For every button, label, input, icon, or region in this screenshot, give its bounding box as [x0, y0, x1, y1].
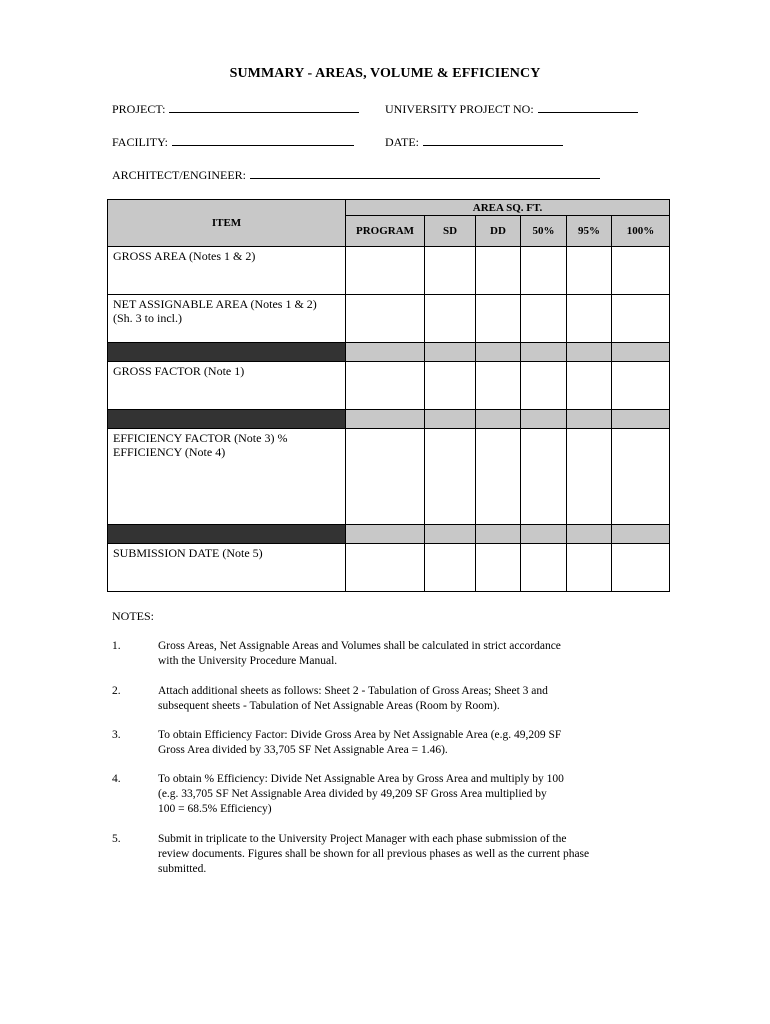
input-cell[interactable] [346, 247, 425, 295]
facility-input-line[interactable] [172, 134, 354, 146]
input-cell[interactable] [476, 544, 521, 592]
note-item [112, 832, 660, 877]
row-label-line: EFFICIENCY (Note 4) [113, 445, 226, 459]
note-line: Gross Areas, Net Assignable Areas and Volumes shall be calculated in strict accordance [158, 640, 561, 652]
col-header-program: PROGRAM [346, 216, 425, 247]
row-label-line: EFFICIENCY FACTOR (Note 3) % [113, 431, 288, 445]
table-row-efficiency [108, 429, 670, 525]
table-row-gross-area [108, 247, 670, 295]
input-cell[interactable] [567, 362, 612, 410]
table-row-net-assignable-area [108, 295, 670, 343]
item-header: ITEM [108, 200, 346, 247]
input-cell[interactable] [476, 429, 521, 525]
separator-dark-cell [108, 343, 346, 362]
separator-light-cell [567, 525, 612, 544]
input-cell[interactable] [612, 544, 670, 592]
input-cell[interactable] [521, 544, 567, 592]
input-cell[interactable] [612, 429, 670, 525]
table-separator-row [108, 410, 670, 429]
note-item [112, 728, 660, 758]
row-label-submission-date: SUBMISSION DATE (Note 5) [108, 544, 346, 592]
input-cell[interactable] [425, 247, 476, 295]
university-project-no-input-line[interactable] [538, 101, 638, 113]
input-cell[interactable] [521, 247, 567, 295]
input-cell[interactable] [425, 362, 476, 410]
separator-light-cell [521, 410, 567, 429]
note-line: To obtain % Efficiency: Divide Net Assignable Area by Gross Area and multiply by 100 [158, 773, 564, 785]
architect-engineer-input-line[interactable] [250, 167, 600, 179]
input-cell[interactable] [425, 429, 476, 525]
project-input-line[interactable] [169, 101, 359, 113]
area-sq-ft-header: AREA SQ. FT. [346, 200, 670, 216]
note-line: Attach additional sheets as follows: Sheet 2 - Tabulation of Gross Areas; Sheet 3 and [158, 685, 548, 697]
university-project-no-label: UNIVERSITY PROJECT NO: [385, 102, 534, 116]
separator-light-cell [425, 410, 476, 429]
input-cell[interactable] [521, 295, 567, 343]
date-label: DATE: [385, 135, 419, 149]
note-number: 1. [112, 640, 121, 652]
note-number: 4. [112, 773, 121, 785]
input-cell[interactable] [567, 429, 612, 525]
col-header-sd: SD [425, 216, 476, 247]
separator-light-cell [346, 525, 425, 544]
col-header-95: 95% [567, 216, 612, 247]
note-item [112, 684, 660, 714]
input-cell[interactable] [521, 429, 567, 525]
input-cell[interactable] [612, 295, 670, 343]
separator-light-cell [476, 525, 521, 544]
note-line: submitted. [158, 863, 207, 875]
input-cell[interactable] [567, 247, 612, 295]
input-cell[interactable] [567, 544, 612, 592]
row-label-gross-factor: GROSS FACTOR (Note 1) [108, 362, 346, 410]
note-number: 5. [112, 833, 121, 845]
input-cell[interactable] [612, 247, 670, 295]
project-field [112, 101, 359, 117]
project-label: PROJECT: [112, 102, 166, 116]
note-line: Gross Area divided by 33,705 SF Net Assignable Area = 1.46). [158, 744, 448, 756]
separator-light-cell [476, 410, 521, 429]
table-separator-row [108, 343, 670, 362]
separator-light-cell [612, 343, 670, 362]
col-header-dd: DD [476, 216, 521, 247]
separator-light-cell [521, 343, 567, 362]
row-label-efficiency [108, 429, 346, 525]
note-number: 3. [112, 729, 121, 741]
input-cell[interactable] [476, 362, 521, 410]
row-label-gross-area: GROSS AREA (Notes 1 & 2) [108, 247, 346, 295]
note-item [112, 639, 660, 669]
table-row-gross-factor [108, 362, 670, 410]
separator-light-cell [346, 410, 425, 429]
architect-engineer-label: ARCHITECT/ENGINEER: [112, 168, 246, 182]
input-cell[interactable] [346, 429, 425, 525]
note-line: with the University Procedure Manual. [158, 655, 338, 667]
col-header-100: 100% [612, 216, 670, 247]
document-title: SUMMARY - AREAS, VOLUME & EFFICIENCY [229, 66, 541, 81]
separator-light-cell [521, 525, 567, 544]
table-separator-row [108, 525, 670, 544]
separator-light-cell [612, 525, 670, 544]
col-header-50: 50% [521, 216, 567, 247]
row-label-line: NET ASSIGNABLE AREA (Notes 1 & 2) [113, 297, 317, 311]
separator-dark-cell [108, 525, 346, 544]
note-line: (e.g. 33,705 SF Net Assignable Area divided by 49,209 SF Gross Area multiplied by [158, 788, 547, 800]
input-cell[interactable] [425, 544, 476, 592]
note-item [112, 772, 660, 817]
input-cell[interactable] [346, 362, 425, 410]
date-field [385, 134, 563, 150]
input-cell[interactable] [476, 247, 521, 295]
input-cell[interactable] [476, 295, 521, 343]
date-input-line[interactable] [423, 134, 563, 146]
university-project-no-field [385, 101, 638, 117]
separator-dark-cell [108, 410, 346, 429]
note-line: review documents. Figures shall be shown for all previous phases as well as the current phase [158, 848, 590, 860]
input-cell[interactable] [612, 362, 670, 410]
notes-heading: NOTES: [112, 609, 154, 623]
summary-table [107, 199, 670, 592]
input-cell[interactable] [425, 295, 476, 343]
table-row-submission-date [108, 544, 670, 592]
note-line: To obtain Efficiency Factor: Divide Gross Area by Net Assignable Area (e.g. 49,209 SF [158, 729, 562, 741]
separator-light-cell [567, 410, 612, 429]
input-cell[interactable] [346, 544, 425, 592]
note-line: subsequent sheets - Tabulation of Net Assignable Areas (Room by Room). [158, 700, 500, 712]
row-label-net-assignable-area [108, 295, 346, 343]
note-number: 2. [112, 685, 121, 697]
facility-label: FACILITY: [112, 135, 169, 149]
note-line: 100 = 68.5% Efficiency) [158, 803, 272, 815]
row-label-line: (Sh. 3 to incl.) [113, 311, 182, 325]
separator-light-cell [476, 343, 521, 362]
separator-light-cell [346, 343, 425, 362]
facility-field [112, 134, 354, 150]
separator-light-cell [612, 410, 670, 429]
separator-light-cell [425, 343, 476, 362]
architect-engineer-field [112, 167, 600, 183]
input-cell[interactable] [521, 362, 567, 410]
separator-light-cell [567, 343, 612, 362]
note-line: Submit in triplicate to the University Project Manager with each phase submission of the [158, 833, 567, 845]
separator-light-cell [425, 525, 476, 544]
input-cell[interactable] [346, 295, 425, 343]
input-cell[interactable] [567, 295, 612, 343]
